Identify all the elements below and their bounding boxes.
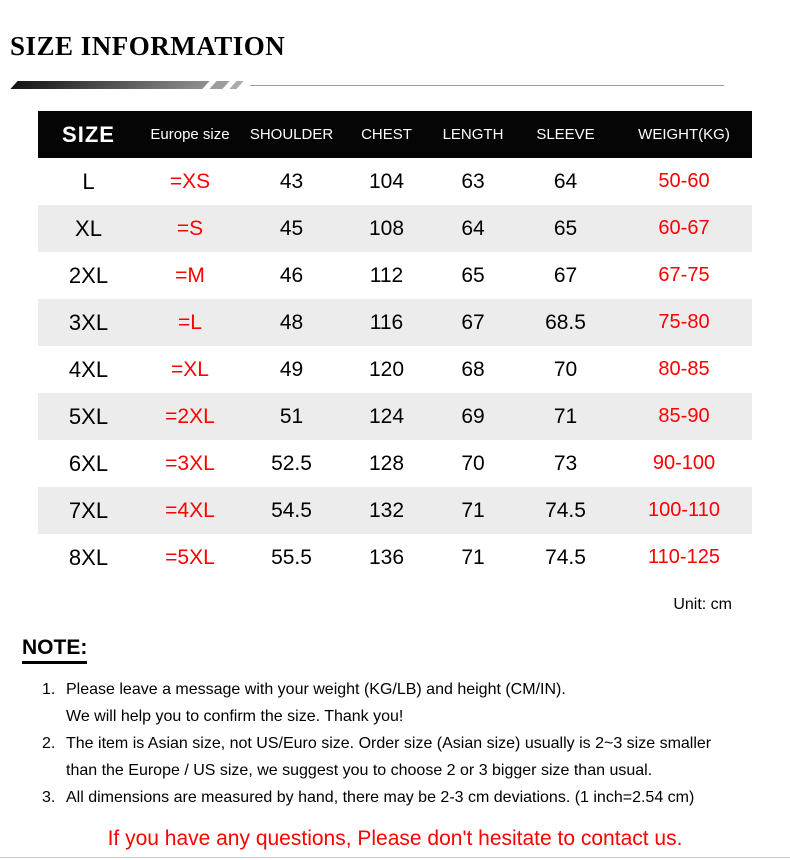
cell-chest: 132 [368, 498, 405, 522]
cell-shoulder: 52.5 [271, 451, 312, 475]
cell-chest: 124 [368, 404, 405, 428]
note-item-number: 1. [42, 681, 56, 699]
cell-length: 64 [461, 216, 485, 240]
cell-weight: 60-67 [658, 217, 710, 240]
note-heading: NOTE: [22, 636, 87, 664]
cell-sleeve: 74.5 [545, 498, 586, 522]
cell-shoulder: 48 [279, 310, 304, 334]
cell-size: 5XL [68, 403, 109, 429]
cell-europe-size: =3XL [165, 451, 215, 475]
table-row-7xl [38, 487, 752, 534]
cell-weight: 50-60 [658, 170, 710, 193]
cell-weight: 85-90 [658, 405, 710, 428]
cell-length: 65 [461, 263, 485, 287]
table-row-xl [38, 205, 752, 252]
table-row-6xl [38, 440, 752, 487]
slash-decoration [209, 81, 229, 89]
cell-weight: 67-75 [658, 264, 710, 287]
cell-sleeve: 67 [553, 263, 578, 287]
cell-weight: 90-100 [652, 452, 716, 475]
cell-length: 63 [461, 169, 485, 193]
note-item-number: 3. [42, 789, 56, 807]
cell-europe-size: =M [175, 263, 205, 287]
cell-shoulder: 49 [279, 357, 304, 381]
table-row-2xl [38, 252, 752, 299]
note-item-number: 2. [42, 735, 56, 753]
cell-weight: 110-125 [648, 546, 720, 569]
title-underline-decoration [14, 80, 724, 90]
cell-sleeve: 73 [553, 451, 578, 475]
cell-weight: 100-110 [648, 499, 720, 522]
cell-sleeve: 70 [553, 357, 578, 381]
column-header-sleeve: SLEEVE [536, 126, 595, 144]
cell-shoulder: 43 [279, 169, 304, 193]
cell-europe-size: =S [176, 216, 204, 240]
table-row-3xl [38, 299, 752, 346]
cell-chest: 116 [369, 310, 404, 334]
cell-shoulder: 51 [279, 404, 304, 428]
cell-europe-size: =2XL [165, 404, 215, 428]
slash-decoration-small [229, 81, 243, 89]
gradient-bar-decoration [10, 81, 209, 89]
column-header-chest: CHEST [361, 126, 412, 144]
cell-size: L [82, 168, 95, 194]
cell-length: 70 [461, 451, 485, 475]
cell-size: 2XL [68, 262, 109, 288]
cell-size: 6XL [68, 450, 109, 476]
cell-chest: 120 [368, 357, 405, 381]
column-header-weight: WEIGHT(KG) [638, 126, 730, 144]
cell-size: 8XL [68, 544, 109, 570]
cell-chest: 128 [368, 451, 405, 475]
cell-chest: 112 [369, 263, 404, 287]
cell-sleeve: 68.5 [545, 310, 586, 334]
cell-sleeve: 74.5 [545, 545, 586, 569]
cell-length: 67 [461, 310, 485, 334]
note-list [42, 676, 770, 811]
note-item-text: Please leave a message with your weight (KG/LB) and height (CM/IN). We will help you to confirm the size. Thank you! [66, 681, 566, 726]
cell-sleeve: 65 [553, 216, 578, 240]
cell-europe-size: =XL [171, 357, 209, 381]
cell-chest: 136 [368, 545, 405, 569]
column-header-length: LENGTH [442, 126, 504, 144]
unit-label: Unit: cm [673, 596, 732, 614]
cell-europe-size: =5XL [165, 545, 215, 569]
cell-size: 4XL [68, 356, 109, 382]
table-row-8xl [38, 534, 752, 581]
cell-length: 71 [461, 498, 485, 522]
cell-europe-size: =L [178, 310, 202, 334]
note-item [42, 676, 770, 730]
table-header-row [38, 111, 752, 158]
cell-chest: 104 [368, 169, 405, 193]
contact-message: If you have any questions, Please don't hesitate to contact us. [107, 827, 683, 851]
horizontal-rule [250, 85, 724, 86]
column-header-size: SIZE [62, 121, 115, 147]
size-table-body [38, 158, 752, 581]
column-header-shoulder: SHOULDER [249, 126, 334, 144]
note-item-text: All dimensions are measured by hand, there may be 2-3 cm deviations. (1 inch=2.54 cm) [66, 789, 695, 807]
note-item [42, 784, 770, 811]
cell-weight: 80-85 [658, 358, 710, 381]
table-row-4xl [38, 346, 752, 393]
page-title: SIZE INFORMATION [10, 31, 286, 62]
cell-europe-size: =4XL [165, 498, 215, 522]
bottom-divider [0, 857, 790, 858]
column-header-europe-size: Europe size [150, 126, 230, 144]
cell-shoulder: 45 [279, 216, 304, 240]
cell-chest: 108 [368, 216, 405, 240]
cell-length: 69 [461, 404, 485, 428]
cell-size: XL [75, 215, 102, 241]
note-item-text: The item is Asian size, not US/Euro size. Order size (Asian size) usually is 2~3 size smaller than the Europe / US size, we suggest you to choose 2 or 3 bigger size than usual. [66, 735, 712, 780]
cell-size: 7XL [68, 497, 109, 523]
table-row-l [38, 158, 752, 205]
cell-shoulder: 46 [279, 263, 304, 287]
cell-length: 71 [461, 545, 485, 569]
note-item [42, 730, 770, 784]
cell-sleeve: 64 [553, 169, 578, 193]
cell-shoulder: 54.5 [271, 498, 312, 522]
size-table [38, 111, 752, 581]
cell-sleeve: 71 [553, 404, 578, 428]
cell-shoulder: 55.5 [271, 545, 312, 569]
cell-size: 3XL [68, 309, 109, 335]
cell-europe-size: =XS [169, 169, 211, 193]
table-row-5xl [38, 393, 752, 440]
cell-length: 68 [461, 357, 485, 381]
cell-weight: 75-80 [658, 311, 710, 334]
